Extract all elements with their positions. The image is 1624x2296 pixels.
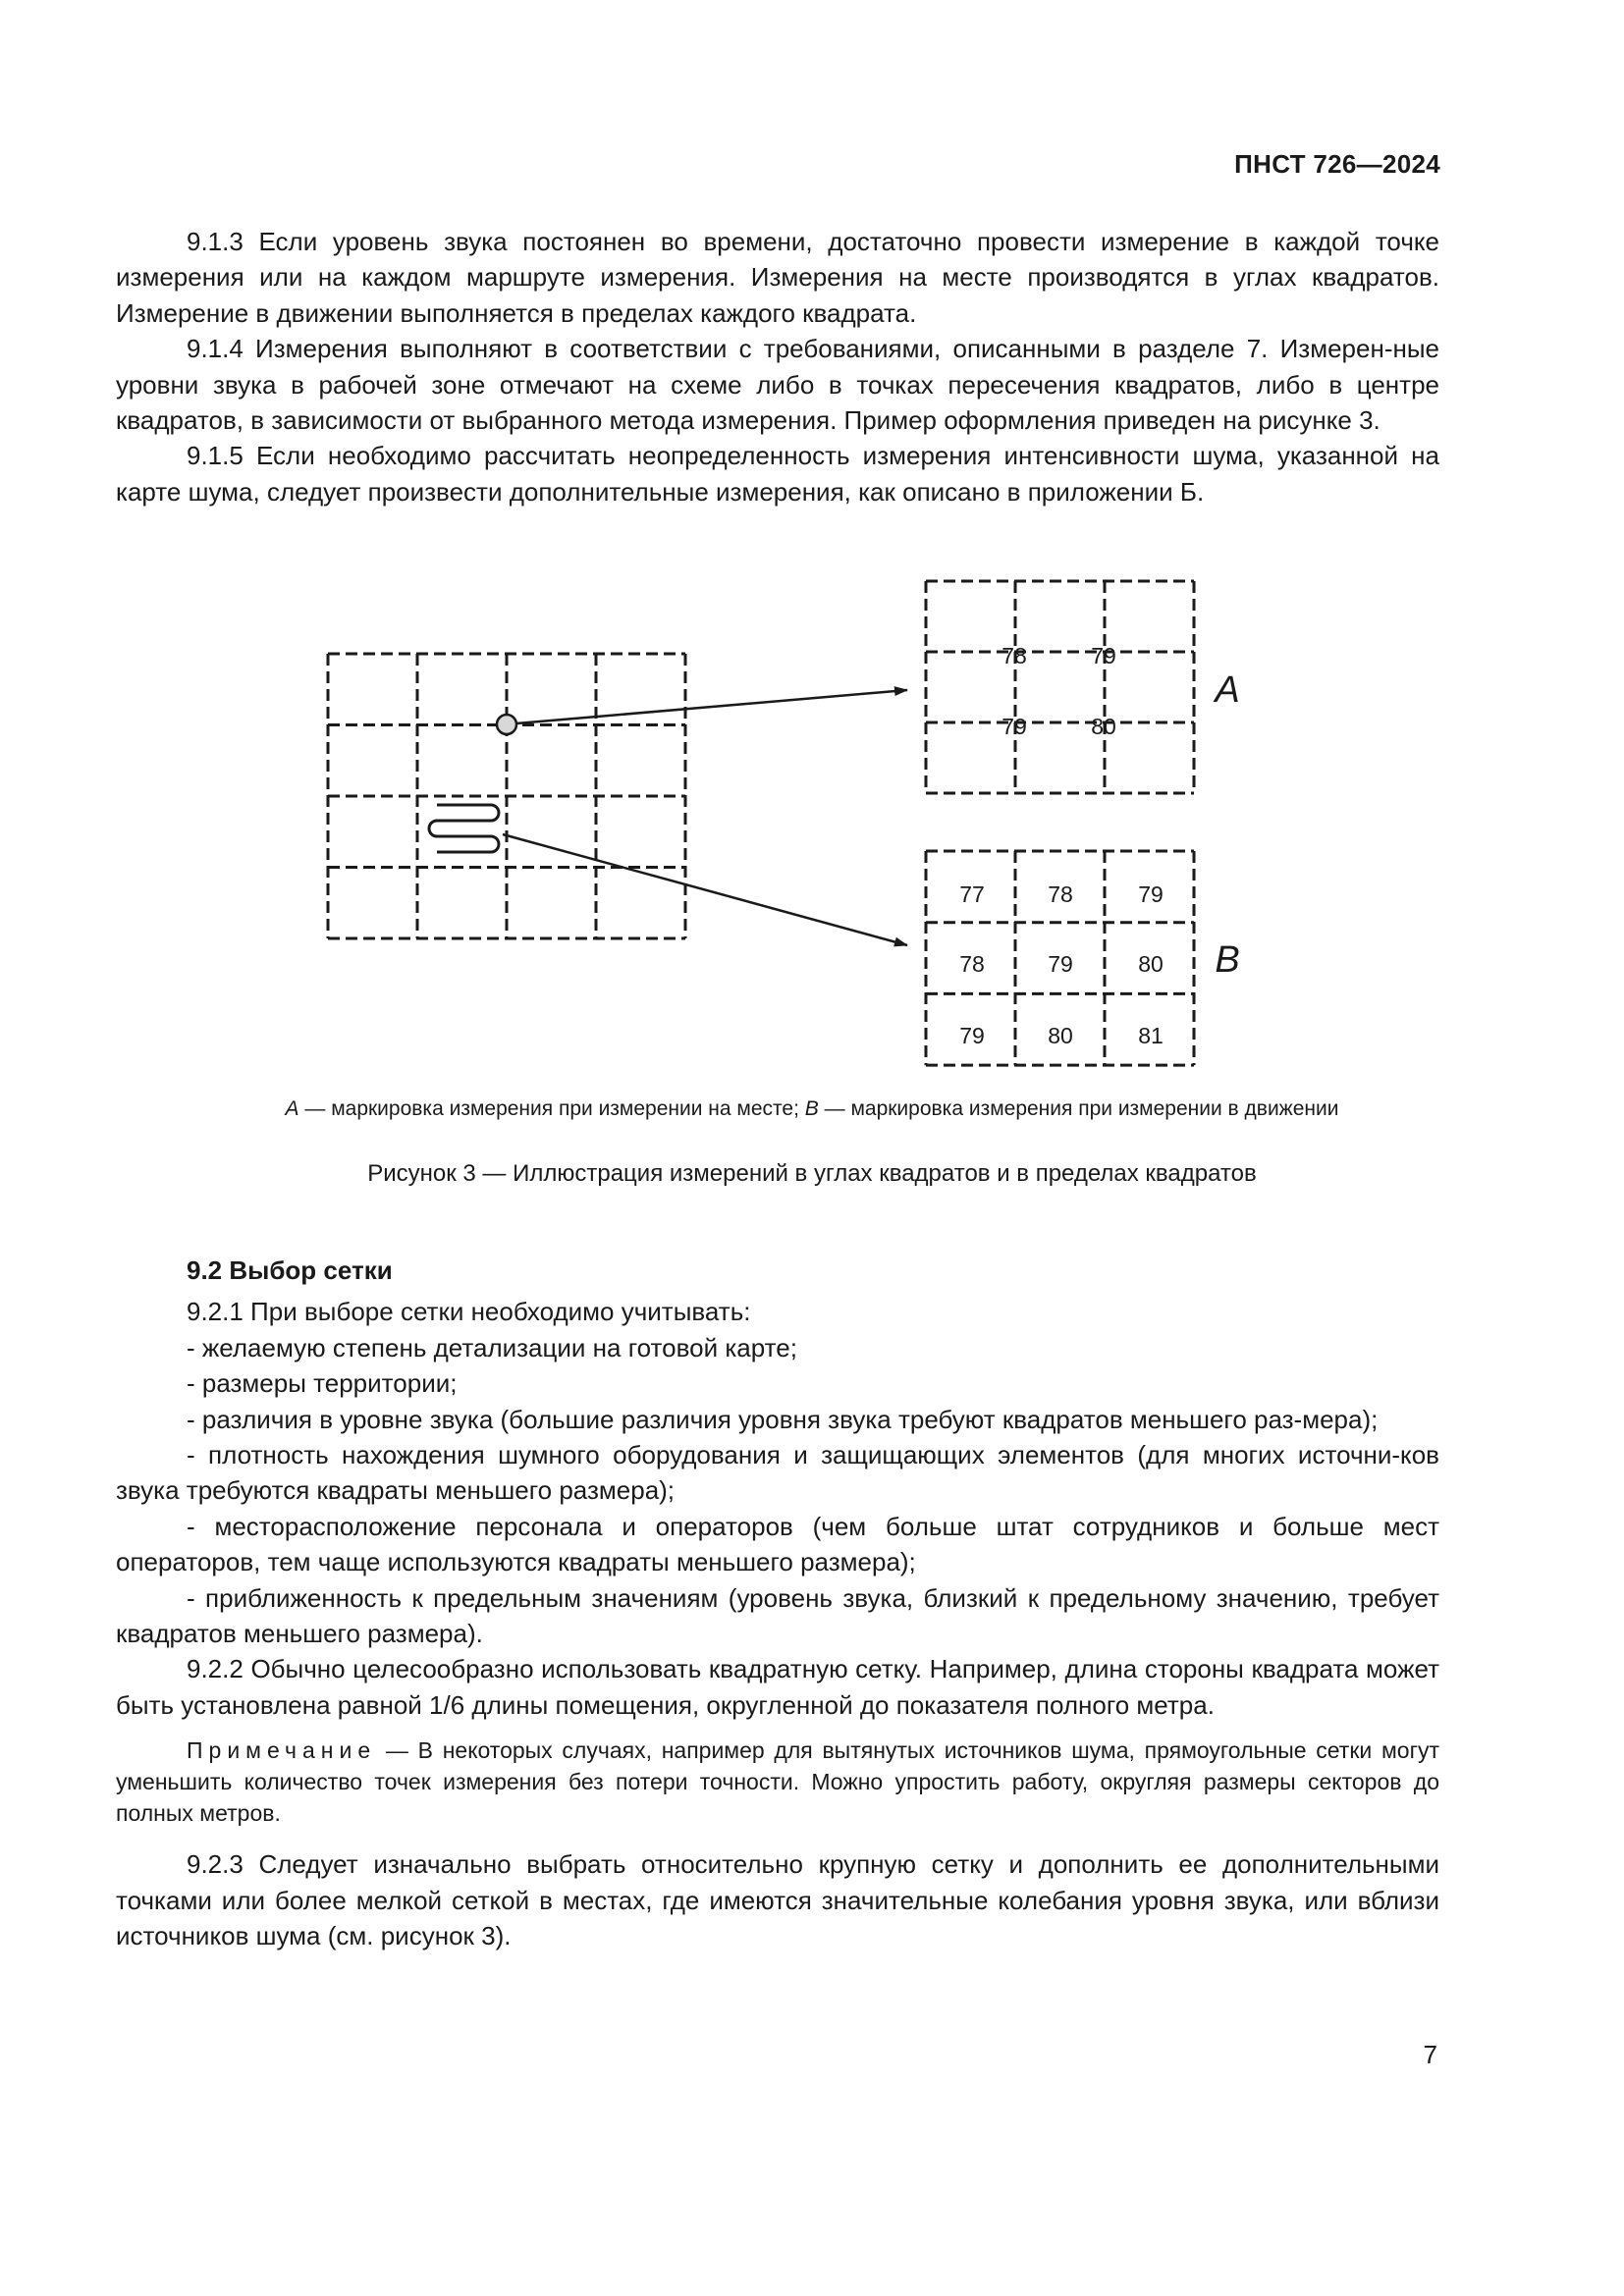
- document-code: ПНСТ 726—2024: [1234, 149, 1440, 179]
- corner-value: 78: [1001, 643, 1027, 669]
- legend-text-a: — маркировка измерения при измерении на месте;: [298, 1097, 805, 1120]
- cell-value: 77: [959, 881, 985, 908]
- grid-b-label: B: [1215, 939, 1240, 982]
- text-section-9-1: [116, 224, 1439, 509]
- grid-a: [926, 581, 1194, 793]
- list-item: - различия в уровне звука (большие различия уровня звука требуют квадратов меньшего раз-мера);: [187, 1404, 1379, 1434]
- paragraph-9-1-5: 9.1.5 Если необходимо рассчитать неопределенность измерения интенсивности шума, указанной на карте шума, следует произвести дополнительные измерения, как описано в приложении Б.: [116, 441, 1439, 507]
- grid-a-label: A: [1215, 669, 1240, 712]
- cell-value: 78: [959, 951, 985, 978]
- cell-value: 81: [1138, 1023, 1164, 1049]
- list-item: - месторасположение персонала и операторов (чем больше штат сотрудников и больше мест операторов, тем чаще используются квадраты меньшего размера);: [116, 1511, 1439, 1577]
- section-heading: 9.2 Выбор сетки: [187, 1255, 393, 1285]
- page-number: 7: [1423, 2040, 1437, 2069]
- main-grid: [328, 654, 685, 938]
- corner-value: 79: [1091, 643, 1116, 669]
- arrow-to-grid-b: [503, 834, 907, 945]
- list-item: - приближенность к предельным значениям (уровень звука, близкий к предельному значению, требует квадратов меньшего размера).: [116, 1582, 1439, 1649]
- motion-path-marker: [429, 805, 499, 852]
- arrow-to-grid-a: [516, 690, 907, 723]
- paragraph-9-2-2: 9.2.2 Обычно целесообразно использовать квадратную сетку. Например, длина стороны квадрата может быть установлена равной 1/6 длины помещения, округленной до показателя полного метра.: [116, 1654, 1439, 1720]
- cell-value: 79: [1138, 881, 1164, 908]
- figure-legend: [0, 1097, 1624, 1121]
- paragraph-9-2-1: 9.2.1 При выборе сетки необходимо учитывать:: [187, 1297, 751, 1327]
- figure-3-diagram: [0, 564, 1624, 1075]
- cell-value: 80: [1138, 951, 1164, 978]
- list-item: - желаемую степень детализации на готовой карте;: [187, 1332, 797, 1362]
- list-item: - размеры территории;: [187, 1368, 458, 1399]
- paragraph-9-1-3: 9.1.3 Если уровень звука постоянен во времени, достаточно провести измерение в каждой точке измерения или на каждом маршруте измерения. Измерения на месте производятся в углах квадратов. Измерение в движении выполняется в пределах каждого квадрата.: [116, 227, 1439, 328]
- note-label: Примечание: [187, 1737, 377, 1764]
- cell-value: 78: [1048, 881, 1073, 908]
- note: [116, 1735, 1439, 1829]
- legend-text-b: — маркировка измерения при измерении в движении: [818, 1097, 1339, 1120]
- cell-value: 79: [1048, 951, 1073, 978]
- corner-value: 79: [1001, 714, 1027, 740]
- measurement-point-marker: [497, 715, 516, 734]
- legend-letter-b: B: [804, 1097, 819, 1120]
- figure-3: [0, 564, 1624, 1075]
- paragraph-9-2-3: 9.2.3 Следует изначально выбрать относительно крупную сетку и дополнить ее дополнительными точками или более мелкой сеткой в местах, где имеются значительные колебания уровня звука, или вблизи источников шума (см. рисунок 3).: [116, 1849, 1439, 1951]
- cell-value: 80: [1048, 1023, 1073, 1049]
- cell-value: 79: [959, 1023, 985, 1049]
- paragraph-9-1-4: 9.1.4 Измерения выполняют в соответствии с требованиями, описанными в разделе 7. Измерен-ные уровни звука в рабочей зоне отмечают на схеме либо в точках пересечения квадратов, либо в центре квадратов, в зависимости от выбранного метода измерения. Пример оформления приведен на рисунке 3.: [116, 334, 1439, 436]
- note-text: — В некоторых случаях, например для вытянутых источников шума, прямоугольные сетки могут уменьшить количество точек измерения без потери точности. Можно упростить работу, округляя размеры секторов до полных метров.: [116, 1737, 1439, 1827]
- corner-value: 80: [1091, 714, 1116, 740]
- legend-letter-a: A: [285, 1097, 299, 1120]
- text-section-9-2: [116, 1229, 1439, 1954]
- list-item: - плотность нахождения шумного оборудования и защищающих элементов (для многих источни-ков звука требуются квадраты меньшего размера);: [116, 1440, 1439, 1506]
- figure-caption: Рисунок 3 — Иллюстрация измерений в углах квадратов и в пределах квадратов: [367, 1160, 1257, 1187]
